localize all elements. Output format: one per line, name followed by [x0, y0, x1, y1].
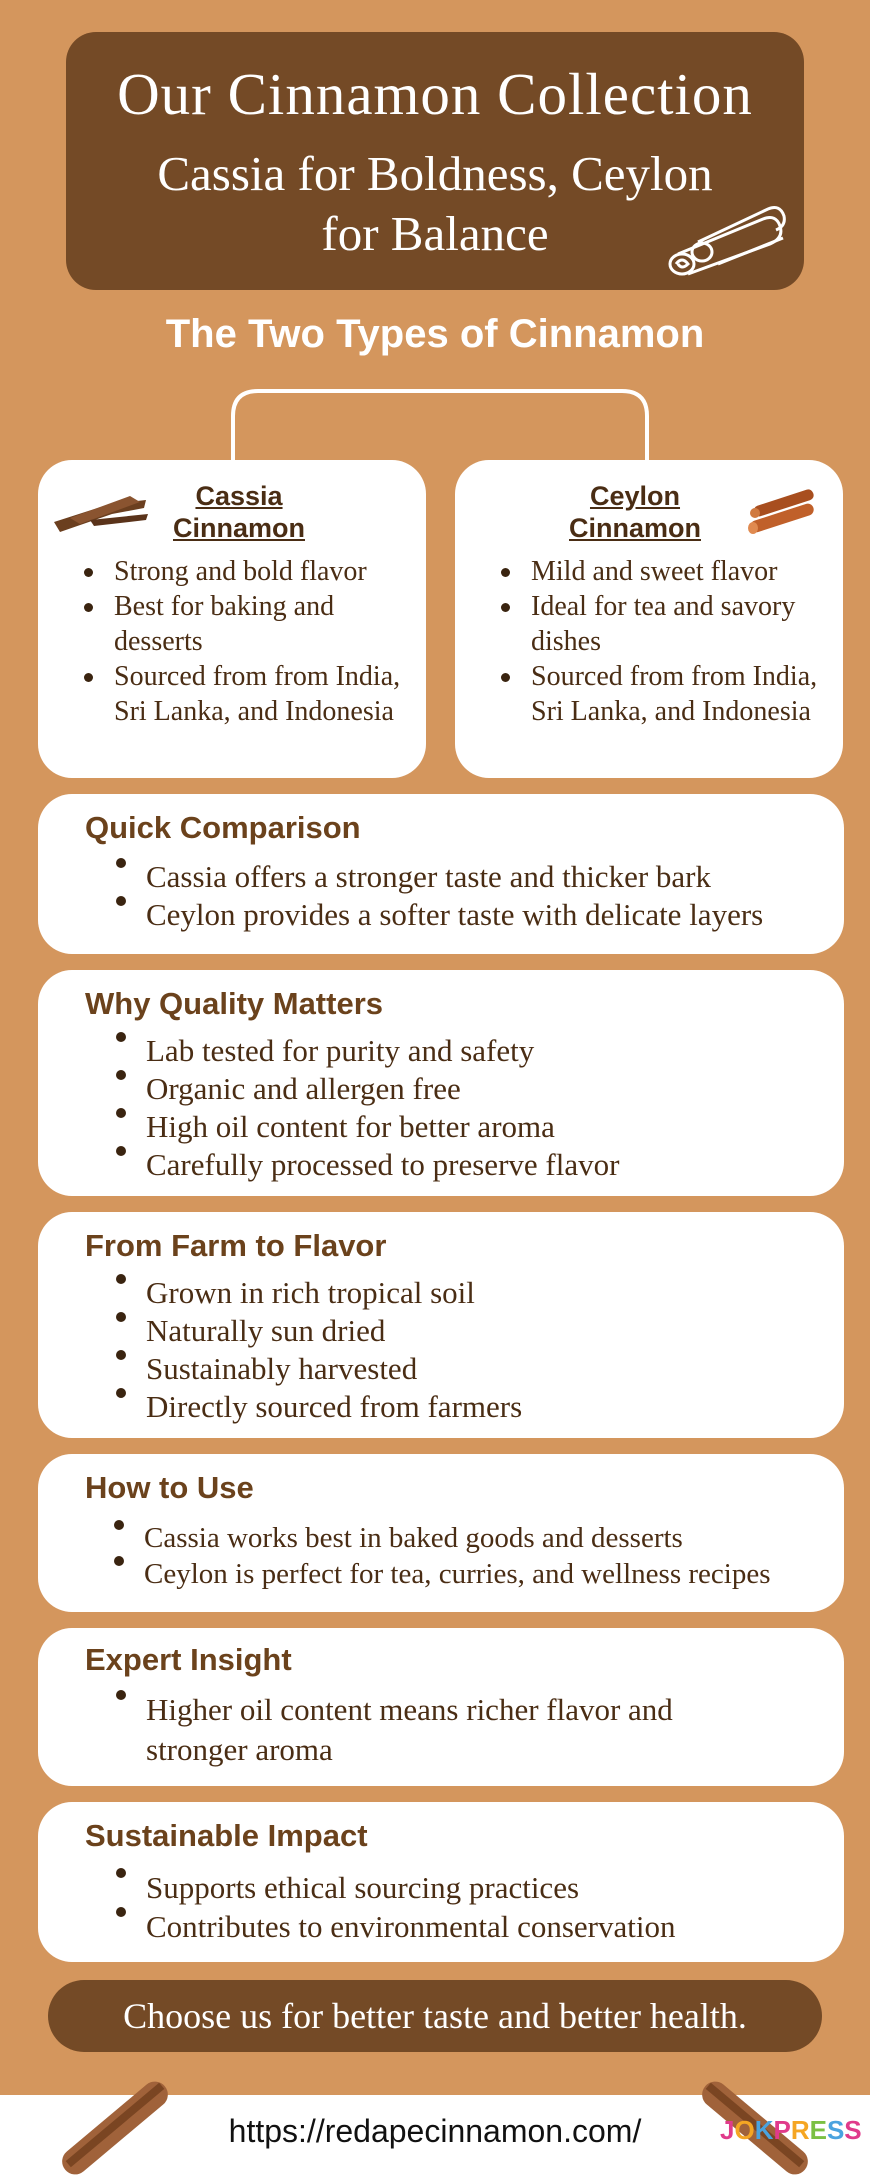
card-list [110, 1868, 675, 1946]
ceylon-sticks-icon [745, 488, 821, 538]
ceylon-card [455, 460, 843, 778]
list-item: Strong and bold flavor [84, 554, 404, 589]
connector-bracket [230, 388, 650, 466]
why-quality-card [38, 970, 844, 1196]
list-item: Sourced from from India, Sri Lanka, and Indonesia [501, 659, 821, 729]
list-item: Directly sourced from farmers [110, 1388, 522, 1426]
card-title: Why Quality Matters [85, 986, 383, 1021]
page-subtitle: Cassia for Boldness, Ceylon for Balance [157, 146, 713, 261]
website-link[interactable]: https://redapecinnamon.com/ [228, 2113, 642, 2149]
list-item: Mild and sweet flavor [501, 554, 821, 589]
list-item: Supports ethical sourcing practices [110, 1868, 675, 1907]
ceylon-title: Ceylon Cinnamon [569, 481, 701, 543]
card-list [110, 1690, 810, 1770]
ceylon-list [501, 554, 821, 729]
sustainable-impact-card [38, 1802, 844, 1962]
card-title: From Farm to Flavor [85, 1228, 387, 1263]
page-title: Our Cinnamon Collection [117, 61, 753, 127]
card-list [110, 1274, 522, 1426]
list-item: Organic and allergen free [110, 1070, 619, 1108]
cinnamon-sticks-icon [658, 194, 798, 284]
card-title: How to Use [85, 1470, 254, 1505]
card-title: Sustainable Impact [85, 1818, 368, 1853]
card-list [110, 858, 763, 934]
publisher-logo: JOKPRESS [720, 2115, 862, 2145]
list-item: Higher oil content means richer flavor and stronger aroma [110, 1690, 750, 1770]
card-title: Expert Insight [85, 1642, 292, 1677]
list-item: Ceylon provides a softer taste with delicate layers [110, 896, 763, 934]
card-list [108, 1520, 770, 1592]
cassia-bark-icon [50, 490, 150, 535]
card-list [110, 1032, 619, 1184]
cassia-card [38, 460, 426, 778]
list-item: Ceylon is perfect for tea, curries, and wellness recipes [108, 1556, 770, 1592]
list-item: Cassia offers a stronger taste and thicker bark [110, 858, 763, 896]
list-item: Sourced from from India, Sri Lanka, and Indonesia [84, 659, 404, 729]
list-item: High oil content for better aroma [110, 1108, 619, 1146]
list-item: Ideal for tea and savory dishes [501, 589, 821, 659]
footer [0, 2095, 870, 2175]
cassia-title: Cassia Cinnamon [173, 481, 305, 543]
expert-insight-card [38, 1628, 844, 1786]
list-item: Best for baking and desserts [84, 589, 404, 659]
list-item: Sustainably harvested [110, 1350, 522, 1388]
section-title: The Two Types of Cinnamon [165, 312, 705, 356]
list-item: Cassia works best in baked goods and desserts [108, 1520, 770, 1556]
list-item: Contributes to environmental conservation [110, 1907, 675, 1946]
list-item: Lab tested for purity and safety [110, 1032, 619, 1070]
how-to-use-card [38, 1454, 844, 1612]
call-to-action-banner: Choose us for better taste and better health. [48, 1980, 822, 2052]
header-banner [66, 32, 804, 290]
farm-to-flavor-card [38, 1212, 844, 1438]
list-item: Naturally sun dried [110, 1312, 522, 1350]
list-item: Grown in rich tropical soil [110, 1274, 522, 1312]
quick-comparison-card [38, 794, 844, 954]
card-title: Quick Comparison [85, 810, 361, 845]
list-item: Carefully processed to preserve flavor [110, 1146, 619, 1184]
cassia-list [84, 554, 404, 729]
